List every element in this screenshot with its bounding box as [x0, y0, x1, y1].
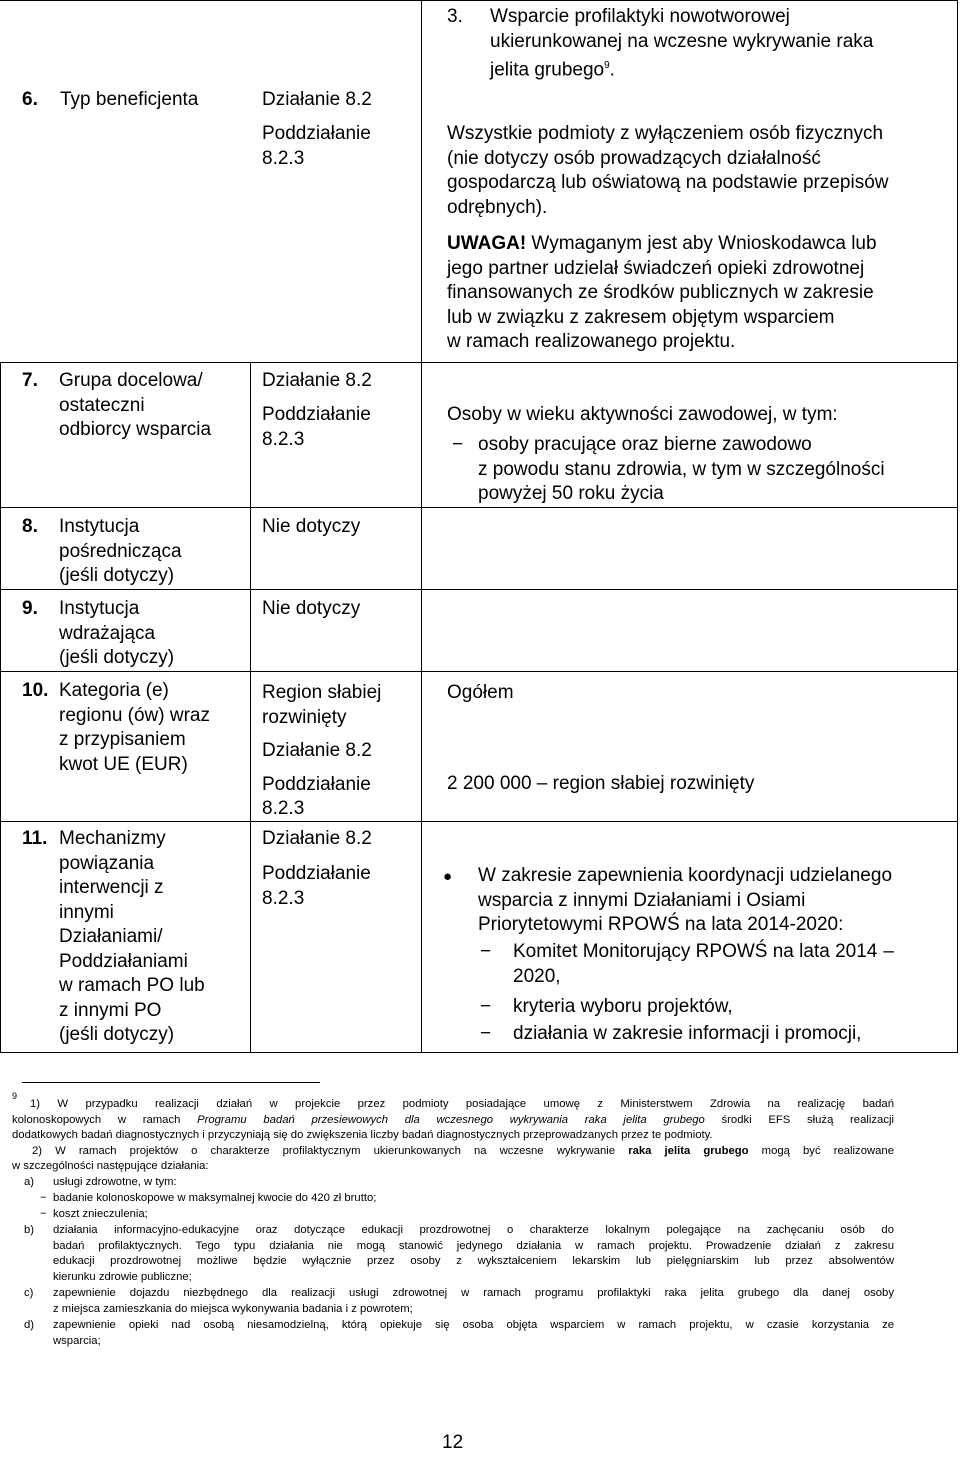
row-7-subaction-l1: Poddziałanie	[262, 404, 371, 425]
footnote-a1: badanie kolonoskopowe w maksymalnej kwocie do 420 zł brutto;	[53, 1192, 377, 1204]
row-11-label-l3: interwencji z	[59, 877, 164, 898]
warning-label: UWAGA!	[447, 233, 527, 254]
row-11-list-1-endash: –	[883, 941, 894, 962]
row-8-number: 8.	[22, 516, 38, 537]
row-11-action: Działanie 8.2	[262, 828, 372, 849]
row-7-target-list	[478, 433, 885, 507]
row-7-target-l2: osoby pracujące oraz bierne zawodowo	[478, 434, 812, 455]
footnote-b3: edukacji prozdrowotnej możliwe będzie wyłącznie przez osoby z wykształceniem lekarskim lub pielęgniarskim lub przez absolwentów	[53, 1255, 894, 1268]
footnote-l4-bold: raka jelita grubego	[628, 1144, 749, 1157]
row-6-p1-l3: gospodarczą lub oświatową na podstawie przepisów	[447, 172, 889, 193]
row-10-label-l4: kwot UE (EUR)	[59, 753, 188, 775]
footnote-l1: 1) W przypadku realizacji działań w projekcie przez podmioty posiadające umowę z Ministerstwem Zdrowia na realizację badań	[30, 1098, 894, 1110]
row-11-label-l8: z innymi PO	[59, 999, 162, 1021]
row-11-number: 11.	[22, 828, 48, 849]
row-11-label-l2: powiązania	[59, 852, 155, 874]
footnote-a-text: usługi zdrowotne, w tym:	[53, 1176, 177, 1188]
row-10-action-l3: 8.2.3	[262, 798, 305, 819]
row-6-p2-l2: jego partner udzielał świadczeń opieki zdrowotnej	[447, 257, 865, 279]
footnote-c	[53, 1286, 894, 1317]
row-10-label-l3: z przypisaniem	[59, 729, 186, 750]
footnote-l3: dodatkowych badań diagnostycznych i przyczyniają się do zwiększenia liczby badań diagnostycznych przeprowadzanych przez te podmioty.	[12, 1129, 713, 1142]
row-6-warning-l1	[447, 232, 877, 257]
row-10-action-l1: Działanie 8.2	[262, 740, 372, 761]
row-6-item-l2: ukierunkowanej na wczesne wykrywanie raka	[490, 30, 874, 52]
footnote-c-marker: c)	[24, 1287, 34, 1299]
footnote-l5: w szczególności następujące działania:	[12, 1160, 209, 1173]
row-6-item-3	[447, 5, 463, 30]
row-7-action: Działanie 8.2	[262, 370, 372, 391]
row-6-p1-l2: (nie dotyczy osób prowadzących działalność	[447, 147, 821, 169]
row-8-label-l1: Instytucja	[59, 516, 140, 537]
row-9-label-l2: wdrażająca	[59, 622, 156, 644]
page-number: 12	[442, 1432, 464, 1453]
row-6-subaction	[262, 122, 371, 171]
row-6-p2-l1: Wymaganym jest aby Wnioskodawca lub	[526, 233, 877, 254]
row-6-item-l3-text: jelita grubego	[490, 59, 605, 81]
row-11-label-l1: Mechanizmy	[59, 828, 166, 849]
row-6-number: 6.	[22, 89, 38, 110]
row-6-action: Działanie 8.2	[262, 89, 372, 110]
row-6-p2-l4: lub w związku z zakresem objętym wsparciem	[447, 306, 835, 328]
row-6-label-text: Typ beneficjenta	[60, 89, 199, 110]
row-7-target-l3: z powodu stanu zdrowia, w tym w szczególności	[478, 458, 885, 480]
row-11-label-l9: (jeśli dotyczy)	[59, 1024, 175, 1045]
row-6-item-l1: Wsparcie profilaktyki nowotworowej	[490, 6, 790, 27]
footnote-c1: zapewnienie dojazdu niezbędnego dla realizacji usługi zdrowotnej w ramach programu profilaktyki raka jelita grubego dla danej osoby	[53, 1287, 894, 1299]
footnote-b	[53, 1223, 894, 1285]
row-6-item-3-text	[490, 5, 873, 83]
footnote-a-dash-2: −	[40, 1208, 47, 1220]
row-7-subaction-l2: 8.2.3	[262, 428, 305, 450]
row-9-number: 9.	[22, 598, 38, 619]
row-10-label-l1: Kategoria (e)	[59, 680, 169, 701]
row-8-label-l3: (jeśli dotyczy)	[59, 565, 175, 586]
footnote-d2: wsparcia;	[53, 1334, 101, 1347]
row-6-subaction-l2: 8.2.3	[262, 147, 305, 169]
row-7-label-l1: Grupa docelowa/	[59, 370, 203, 391]
row-7-label-l3: odbiorcy wsparcia	[59, 419, 212, 440]
footnote-l2	[12, 1113, 894, 1129]
row-8-label-text	[59, 515, 182, 589]
footnote-l2-italic: Programu badań przesiewowych dla wczesnego wykrywania raka jelita grubego	[197, 1113, 705, 1126]
row-10-region	[262, 681, 381, 730]
row-6-warning	[447, 232, 877, 355]
row-9-label-l1: Instytucja	[59, 598, 140, 619]
footnote-l2-b: środki EFS służą realizacji	[704, 1113, 894, 1126]
bullet-icon: ●	[443, 868, 453, 885]
footnote-marker: 9	[12, 1091, 18, 1101]
row-6-p2-l3: finansowanych ze środków publicznych w zakresie	[447, 282, 874, 303]
row-11-subaction-l1: Poddziałanie	[262, 863, 371, 884]
row-11-coordination-l3: Priorytetowymi RPOWŚ na lata 2014-2020:	[478, 914, 844, 935]
row-11-subaction	[262, 862, 371, 911]
row-10-action	[262, 739, 372, 822]
footnote-separator	[22, 1082, 320, 1083]
footnote-b1: działania informacyjno-edukacyjne oraz dotyczące edukacji prozdrowotnej o charakterze lokalnym polegające na zachęcaniu osób do	[53, 1224, 894, 1236]
footnote-body	[12, 1097, 894, 1175]
row-11-list-3: działania w zakresie informacji i promocji,	[513, 1023, 862, 1044]
row-10-action-l2: Poddziałanie	[262, 773, 371, 795]
row-11-label-l5: Działaniami/	[59, 926, 163, 947]
footnote-l4	[12, 1144, 894, 1160]
row-11-list-2: kryteria wyboru projektów,	[513, 996, 733, 1017]
footnote-d-marker: d)	[24, 1319, 35, 1331]
row-11-label-l4: innymi	[59, 901, 114, 923]
row-11-list-1-text: Komitet Monitorujący RPOWŚ na lata 2014	[513, 941, 878, 962]
row-11-list-1-l2: 2020,	[513, 965, 561, 987]
footnote-l4-a: 2) W ramach projektów o charakterze profilaktycznym ukierunkowanych na wczesne wykrywanie	[32, 1144, 629, 1157]
row-10-number: 10.	[22, 680, 49, 701]
row-7-target-group	[447, 403, 838, 428]
footnote-a-marker: a)	[24, 1176, 35, 1188]
row-7-label-l2: ostateczni	[59, 394, 145, 416]
row-7-subaction	[262, 403, 371, 452]
footnote-a-dash-1: −	[40, 1192, 47, 1204]
footnote-l4-c: mogą być realizowane	[748, 1144, 894, 1157]
footnote-a2: koszt znieczulenia;	[53, 1208, 148, 1220]
row-6-p1-l4: odrębnych).	[447, 196, 548, 218]
row-7-label-text	[59, 369, 211, 443]
row-11-label-l7: w ramach PO lub	[59, 975, 205, 996]
row-7-target-l4: powyżej 50 roku życia	[478, 483, 664, 504]
row-11-coordination-l1: W zakresie zapewnienia koordynacji udzielanego	[478, 865, 893, 886]
row-6-p2-l5: w ramach realizowanego projektu.	[447, 331, 736, 352]
footnote-b4: kierunku zdrowie publiczne;	[53, 1270, 192, 1283]
row-6-beneficiaries	[447, 122, 888, 220]
row-11-label-text	[59, 827, 205, 1048]
row-11-dash-1: −	[480, 941, 492, 962]
row-7-dash: −	[452, 434, 464, 455]
row-6-p1-l1: Wszystkie podmioty z wyłączeniem osób fizycznych	[447, 123, 884, 144]
row-11-label-l6: Poddziałaniami	[59, 950, 188, 972]
row-11-dash-2: −	[480, 996, 492, 1017]
row-11-coordination	[478, 864, 892, 938]
row-10-label-text	[59, 679, 210, 777]
row-10-label-l2: regionu (ów) wraz	[59, 704, 210, 726]
row-6-item-end: .	[609, 59, 615, 81]
row-10-total-label: Ogółem	[447, 682, 514, 703]
row-10-amount: 2 200 000 – region słabiej rozwinięty	[447, 773, 755, 794]
footnote-l2-a: kolonoskopowych w ramach	[12, 1113, 198, 1126]
footnote-b2: badań profilaktycznych. Tego typu działania nie mogą stanowić jedynego działania w ramach projektu. Prowadzenie działań z zakresu	[53, 1239, 894, 1252]
row-10-region-l2: rozwinięty	[262, 706, 347, 728]
row-11-dash-3: −	[480, 1023, 492, 1044]
row-7-number: 7.	[22, 370, 38, 391]
row-10-region-l1: Region słabiej	[262, 682, 382, 703]
row-6-item-number: 3.	[447, 6, 463, 27]
footnote-d1: zapewnienie opieki nad osobą niesamodzielną, którą opiekuje się osoba objęta wsparciem w ramach projektu, w czasie korzystania ze	[53, 1319, 894, 1331]
footnote-b-marker: b)	[24, 1224, 35, 1236]
row-6-subaction-l1: Poddziałanie	[262, 123, 371, 144]
row-11-list-1-l1	[513, 940, 894, 965]
footnote-ref: 9	[604, 60, 610, 71]
footnote-d	[53, 1318, 894, 1349]
row-7-target-l1: Osoby w wieku aktywności zawodowej, w tym:	[447, 404, 838, 425]
row-9-label-l3: (jeśli dotyczy)	[59, 647, 175, 668]
row-6-item-l3	[490, 54, 873, 83]
row-9-value: Nie dotyczy	[262, 598, 361, 619]
row-8-label-l2: pośrednicząca	[59, 540, 182, 562]
row-11-subaction-l2: 8.2.3	[262, 887, 305, 909]
footnote-c2: z miejsca zamieszkania do miejsca wykonywania badania i z powrotem;	[53, 1302, 413, 1315]
row-11-list-1	[513, 940, 894, 989]
row-11-coordination-l2: wsparcia z innymi Działaniami i Osiami	[478, 889, 806, 911]
row-9-label-text	[59, 597, 174, 671]
row-8-value: Nie dotyczy	[262, 516, 361, 537]
